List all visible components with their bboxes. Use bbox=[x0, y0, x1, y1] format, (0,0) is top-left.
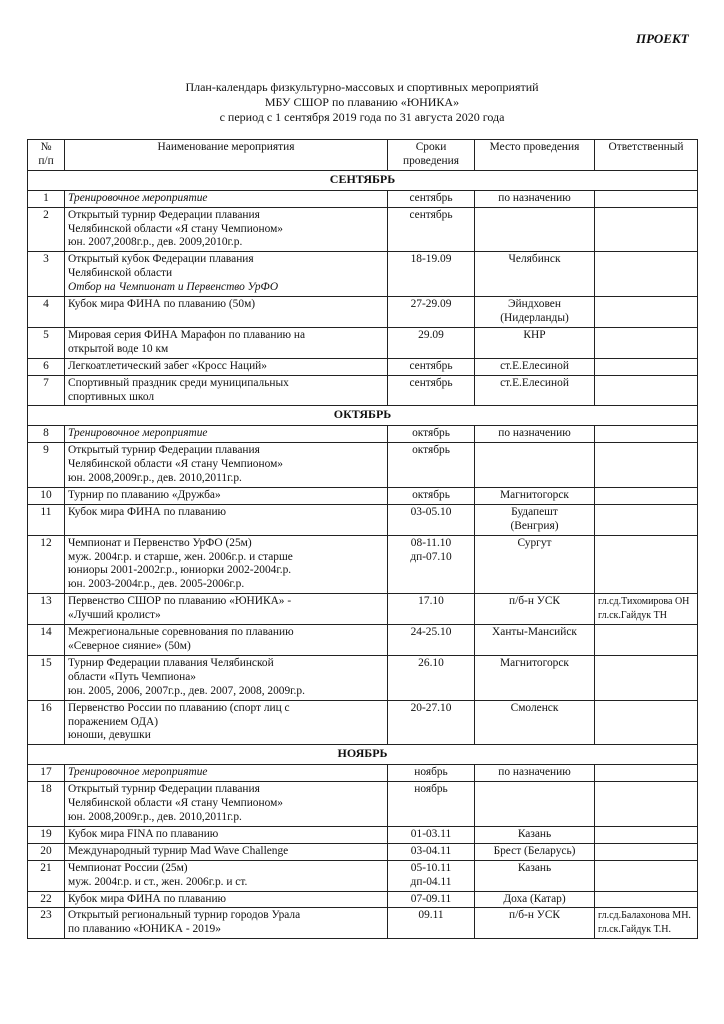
event-dates bbox=[388, 782, 475, 827]
event-place-line: по назначению bbox=[498, 766, 571, 779]
event-place bbox=[475, 782, 595, 827]
event-dates bbox=[388, 860, 475, 891]
event-name-line: по плаванию «ЮНИКА - 2019» bbox=[68, 923, 221, 936]
event-dates bbox=[388, 443, 475, 488]
col-header-place-line: Место проведения bbox=[489, 141, 580, 153]
event-place bbox=[475, 375, 595, 406]
table-row bbox=[28, 860, 698, 891]
table-row bbox=[28, 297, 698, 328]
event-dates-line: ноябрь bbox=[414, 783, 448, 796]
event-name-line: Мировая серия ФИНА Марафон по плаванию на bbox=[68, 328, 306, 341]
event-dates-line: сентябрь bbox=[409, 359, 453, 372]
event-name-line: Открытый турнир Федерации плавания bbox=[68, 208, 260, 221]
event-place-line: Казань bbox=[517, 827, 552, 840]
event-dates-line: дп-04.11 bbox=[410, 875, 452, 888]
event-place bbox=[475, 207, 595, 252]
event-dates bbox=[388, 504, 475, 535]
event-place bbox=[475, 765, 595, 782]
event-dates bbox=[388, 207, 475, 252]
event-responsible bbox=[595, 908, 698, 939]
event-responsible bbox=[595, 207, 698, 252]
event-name bbox=[65, 594, 388, 625]
table-header-row bbox=[28, 140, 698, 171]
event-name bbox=[65, 426, 388, 443]
event-number: 23 bbox=[28, 908, 65, 939]
table-body bbox=[28, 170, 698, 938]
col-header-num-line: п/п bbox=[38, 154, 54, 167]
event-name bbox=[65, 252, 388, 297]
event-name-line: Открытый турнир Федерации плавания bbox=[68, 783, 260, 796]
event-name-line: Международный турнир Mad Wave Challenge bbox=[68, 844, 289, 857]
event-name bbox=[65, 826, 388, 843]
event-place bbox=[475, 891, 595, 908]
event-dates bbox=[388, 655, 475, 700]
event-name-line: Чемпионат России (25м) bbox=[68, 861, 188, 874]
event-dates-line: октябрь bbox=[412, 444, 450, 457]
event-name-line: муж. 2004г.р. и ст., жен. 2006г.р. и ст. bbox=[68, 875, 248, 888]
event-dates-line: 27-29.09 bbox=[410, 298, 452, 311]
event-responsible-line: гл.ск.Гайдук ТН bbox=[598, 610, 667, 622]
event-dates-line: 20-27.10 bbox=[410, 701, 452, 714]
event-name-line: Кубок мира ФИНА по плаванию bbox=[68, 892, 227, 905]
event-responsible bbox=[595, 625, 698, 656]
event-place bbox=[475, 443, 595, 488]
event-name-line: Чемпионат и Первенство УрФО (25м) bbox=[68, 536, 252, 549]
event-place-line: ст.Е.Елесиной bbox=[500, 376, 569, 389]
event-name-line: Челябинской области «Я стану Чемпионом» bbox=[68, 458, 283, 471]
event-dates bbox=[388, 190, 475, 207]
event-place bbox=[475, 426, 595, 443]
event-place-line: Казань bbox=[517, 861, 552, 874]
event-number: 22 bbox=[28, 891, 65, 908]
event-name bbox=[65, 535, 388, 594]
event-name bbox=[65, 297, 388, 328]
event-number: 21 bbox=[28, 860, 65, 891]
col-header-name bbox=[65, 140, 388, 171]
heading-line: с период с 1 сентября 2019 года по 31 августа 2020 года bbox=[219, 110, 505, 124]
event-name-line: юн. 2008,2009г.р., дев. 2010,2011г.р. bbox=[68, 810, 242, 823]
table-row bbox=[28, 504, 698, 535]
month-label: НОЯБРЬ bbox=[28, 745, 698, 765]
event-name-line: Легкоатлетический забег «Кросс Наций» bbox=[68, 359, 267, 372]
table-row bbox=[28, 358, 698, 375]
event-dates bbox=[388, 535, 475, 594]
event-place bbox=[475, 594, 595, 625]
table-row bbox=[28, 765, 698, 782]
event-dates-line: 01-03.11 bbox=[410, 827, 452, 840]
event-name-line: юноши, девушки bbox=[68, 729, 151, 742]
event-number: 9 bbox=[28, 443, 65, 488]
event-place-line: п/б-н УСК bbox=[508, 595, 561, 608]
event-name bbox=[65, 765, 388, 782]
event-place bbox=[475, 826, 595, 843]
event-dates bbox=[388, 358, 475, 375]
event-place-line: КНР bbox=[523, 328, 546, 341]
event-name-line: Челябинской области bbox=[68, 267, 173, 280]
event-responsible bbox=[595, 891, 698, 908]
event-dates-line: 08-11.10 bbox=[410, 536, 452, 549]
event-place-line: Магнитогорск bbox=[500, 488, 569, 501]
event-responsible bbox=[595, 843, 698, 860]
table-row bbox=[28, 487, 698, 504]
table-row bbox=[28, 655, 698, 700]
col-header-responsible-line: Ответственный bbox=[608, 141, 684, 153]
event-number: 11 bbox=[28, 504, 65, 535]
event-responsible bbox=[595, 487, 698, 504]
event-responsible-line: гл.сд.Балахонова МН. bbox=[598, 910, 691, 922]
event-number: 7 bbox=[28, 375, 65, 406]
event-responsible bbox=[595, 826, 698, 843]
event-responsible bbox=[595, 782, 698, 827]
table-row bbox=[28, 207, 698, 252]
event-name-line: юн. 2008,2009г.р., дев. 2010,2011г.р. bbox=[68, 472, 242, 485]
table-row bbox=[28, 190, 698, 207]
event-dates-line: 03-04.11 bbox=[410, 844, 452, 857]
month-row bbox=[28, 170, 698, 190]
event-responsible bbox=[595, 252, 698, 297]
event-number: 12 bbox=[28, 535, 65, 594]
event-place bbox=[475, 504, 595, 535]
event-name bbox=[65, 190, 388, 207]
event-place-line: п/б-н УСК bbox=[508, 909, 561, 922]
event-dates bbox=[388, 843, 475, 860]
event-place bbox=[475, 190, 595, 207]
event-name bbox=[65, 655, 388, 700]
event-dates-line: октябрь bbox=[412, 488, 450, 501]
event-place bbox=[475, 843, 595, 860]
event-name-line: Кубок мира ФИНА по плаванию bbox=[68, 505, 227, 518]
event-name-line: Спортивный праздник среди муниципальных bbox=[68, 376, 289, 389]
event-place bbox=[475, 487, 595, 504]
event-dates bbox=[388, 826, 475, 843]
event-responsible bbox=[595, 327, 698, 358]
event-responsible bbox=[595, 860, 698, 891]
event-responsible bbox=[595, 190, 698, 207]
event-dates bbox=[388, 700, 475, 745]
event-name-line: Открытый турнир Федерации плавания bbox=[68, 444, 260, 457]
event-dates-line: 17.10 bbox=[418, 595, 444, 608]
event-number: 13 bbox=[28, 594, 65, 625]
event-responsible bbox=[595, 297, 698, 328]
event-name-line: Отбор на Чемпионат и Первенство УрФО bbox=[68, 281, 279, 294]
event-place bbox=[475, 625, 595, 656]
heading-line: МБУ СШОР по плаванию «ЮНИКА» bbox=[264, 95, 460, 109]
table-row bbox=[28, 891, 698, 908]
event-place-line: Доха (Катар) bbox=[503, 892, 566, 905]
event-name bbox=[65, 908, 388, 939]
event-name-line: «Северное сияние» (50м) bbox=[68, 640, 191, 652]
table-row bbox=[28, 426, 698, 443]
event-name-line: Кубок мира ФИНА по плаванию (50м) bbox=[68, 298, 256, 311]
table-row bbox=[28, 625, 698, 656]
event-place-line: Челябинск bbox=[508, 253, 561, 266]
event-place-line: (Нидерланды) bbox=[500, 311, 569, 324]
event-dates-line: 05-10.11 bbox=[410, 861, 452, 874]
table-row bbox=[28, 252, 698, 297]
event-number: 14 bbox=[28, 625, 65, 656]
month-label: СЕНТЯБРЬ bbox=[28, 170, 698, 190]
event-dates-line: 03-05.10 bbox=[410, 505, 452, 518]
col-header-name-line: Наименование мероприятия bbox=[157, 141, 295, 153]
table-row bbox=[28, 843, 698, 860]
event-name-line: области «Путь Чемпиона» bbox=[68, 670, 196, 683]
col-header-dates bbox=[388, 140, 475, 171]
event-name-line: Межрегиональные соревнования по плаванию bbox=[68, 626, 294, 639]
event-number: 15 bbox=[28, 655, 65, 700]
event-place bbox=[475, 327, 595, 358]
event-responsible bbox=[595, 443, 698, 488]
event-name-line: Челябинской области «Я стану Чемпионом» bbox=[68, 797, 283, 810]
event-dates-line: сентябрь bbox=[409, 208, 453, 221]
event-responsible bbox=[595, 594, 698, 625]
col-header-place bbox=[475, 140, 595, 171]
event-number: 4 bbox=[28, 297, 65, 328]
event-name bbox=[65, 327, 388, 358]
event-name bbox=[65, 207, 388, 252]
event-number: 17 bbox=[28, 765, 65, 782]
col-header-num-line: № bbox=[40, 141, 52, 153]
event-name bbox=[65, 700, 388, 745]
event-name-line: Первенство России по плаванию (спорт лиц с bbox=[68, 701, 290, 714]
heading-line: План-календарь физкультурно-массовых и спортивных мероприятий bbox=[185, 80, 539, 94]
table-row bbox=[28, 826, 698, 843]
event-name-line: Тренировочное мероприятие bbox=[68, 427, 208, 440]
event-name bbox=[65, 782, 388, 827]
event-number: 16 bbox=[28, 700, 65, 745]
event-name-line: Тренировочное мероприятие bbox=[68, 191, 208, 204]
events-calendar-table bbox=[27, 139, 698, 939]
event-dates bbox=[388, 426, 475, 443]
event-responsible bbox=[595, 426, 698, 443]
table-row bbox=[28, 782, 698, 827]
event-number: 3 bbox=[28, 252, 65, 297]
event-dates bbox=[388, 327, 475, 358]
table-row bbox=[28, 594, 698, 625]
event-name-line: поражением ОДА) bbox=[68, 715, 159, 728]
event-dates-line: дп-07.10 bbox=[410, 550, 452, 563]
event-place bbox=[475, 252, 595, 297]
month-row bbox=[28, 406, 698, 426]
event-name-line: муж. 2004г.р. и старше, жен. 2006г.р. и старше bbox=[68, 550, 293, 563]
event-responsible-line: гл.сд.Тихомирова ОН bbox=[598, 596, 690, 608]
col-header-dates-line: проведения bbox=[403, 154, 459, 167]
col-header-num bbox=[28, 140, 65, 171]
event-name bbox=[65, 375, 388, 406]
table-row bbox=[28, 443, 698, 488]
event-number: 2 bbox=[28, 207, 65, 252]
event-place bbox=[475, 908, 595, 939]
event-responsible bbox=[595, 700, 698, 745]
event-dates bbox=[388, 908, 475, 939]
event-place-line: (Венгрия) bbox=[510, 519, 559, 532]
event-responsible-line: гл.ск.Гайдук Т.Н. bbox=[598, 924, 671, 936]
event-name-line: Турнир Федерации плавания Челябинской bbox=[68, 656, 274, 669]
event-name-line: юн. 2005, 2006, 2007г.р., дев. 2007, 2008, 2009г.р. bbox=[68, 684, 305, 697]
event-number: 18 bbox=[28, 782, 65, 827]
event-dates-line: 24-25.10 bbox=[410, 626, 452, 639]
event-dates bbox=[388, 594, 475, 625]
event-dates-line: 09.11 bbox=[418, 909, 444, 922]
month-label: ОКТЯБРЬ bbox=[28, 406, 698, 426]
event-place bbox=[475, 655, 595, 700]
event-number: 8 bbox=[28, 426, 65, 443]
event-name-line: юн. 2003-2004г.р., дев. 2005-2006г.р. bbox=[68, 578, 245, 591]
event-name-line: Первенство СШОР по плаванию «ЮНИКА» - bbox=[68, 595, 292, 608]
col-header-responsible bbox=[595, 140, 698, 171]
event-name bbox=[65, 487, 388, 504]
event-dates-line: октябрь bbox=[412, 427, 450, 440]
event-number: 19 bbox=[28, 826, 65, 843]
event-name bbox=[65, 443, 388, 488]
project-stamp: ПРОЕКТ bbox=[636, 31, 689, 46]
event-responsible bbox=[595, 358, 698, 375]
event-place bbox=[475, 358, 595, 375]
event-dates-line: 18-19.09 bbox=[410, 253, 452, 266]
col-header-dates-line: Сроки bbox=[415, 141, 447, 153]
event-name-line: юн. 2007,2008г.р., дев. 2009,2010г.р. bbox=[68, 236, 243, 249]
event-place bbox=[475, 535, 595, 594]
event-place-line: Будапешт bbox=[511, 505, 558, 518]
table-row bbox=[28, 375, 698, 406]
event-dates-line: ноябрь bbox=[414, 766, 448, 779]
event-name bbox=[65, 625, 388, 656]
event-name-line: Тренировочное мероприятие bbox=[68, 766, 208, 779]
event-name-line: Кубок мира FINA по плаванию bbox=[68, 827, 219, 840]
event-place bbox=[475, 297, 595, 328]
event-responsible bbox=[595, 504, 698, 535]
event-number: 5 bbox=[28, 327, 65, 358]
event-dates bbox=[388, 487, 475, 504]
event-place-line: Брест (Беларусь) bbox=[493, 844, 576, 857]
event-place-line: Эйндховен bbox=[508, 298, 561, 311]
event-name-line: спортивных школ bbox=[68, 390, 155, 403]
table-row bbox=[28, 908, 698, 939]
event-dates bbox=[388, 625, 475, 656]
event-place bbox=[475, 700, 595, 745]
event-place-line: Сургут bbox=[517, 536, 552, 549]
event-dates-line: сентябрь bbox=[409, 376, 453, 389]
event-place-line: по назначению bbox=[498, 427, 571, 440]
event-dates bbox=[388, 765, 475, 782]
event-name bbox=[65, 358, 388, 375]
event-dates bbox=[388, 252, 475, 297]
table-row bbox=[28, 535, 698, 594]
event-name-line: юниоры 2001-2002г.р., юниорки 2002-2004г.р. bbox=[68, 564, 292, 577]
event-name bbox=[65, 860, 388, 891]
event-place-line: Смоленск bbox=[510, 701, 559, 714]
table-row bbox=[28, 700, 698, 745]
event-dates-line: 29.09 bbox=[418, 328, 444, 341]
event-place-line: ст.Е.Елесиной bbox=[500, 359, 569, 372]
event-place-line: Ханты-Мансийск bbox=[492, 626, 577, 639]
document-heading bbox=[0, 80, 724, 125]
event-name-line: «Лучший кролист» bbox=[68, 609, 161, 622]
event-name-line: открытой воде 10 км bbox=[68, 342, 169, 355]
event-dates-line: 26.10 bbox=[418, 656, 444, 669]
event-responsible bbox=[595, 535, 698, 594]
event-name-line: Открытый кубок Федерации плавания bbox=[68, 253, 254, 266]
event-responsible bbox=[595, 655, 698, 700]
event-name-line: Открытый региональный турнир городов Урала bbox=[68, 909, 301, 922]
event-responsible bbox=[595, 375, 698, 406]
event-dates-line: сентябрь bbox=[409, 191, 453, 204]
event-name-line: Челябинской области «Я стану Чемпионом» bbox=[68, 222, 283, 235]
event-number: 1 bbox=[28, 190, 65, 207]
event-place-line: Магнитогорск bbox=[500, 656, 569, 669]
event-number: 20 bbox=[28, 843, 65, 860]
event-dates bbox=[388, 891, 475, 908]
event-name bbox=[65, 891, 388, 908]
event-name bbox=[65, 843, 388, 860]
event-number: 6 bbox=[28, 358, 65, 375]
event-place-line: по назначению bbox=[498, 191, 571, 204]
event-number: 10 bbox=[28, 487, 65, 504]
event-dates-line: 07-09.11 bbox=[410, 892, 452, 905]
month-row bbox=[28, 745, 698, 765]
event-dates bbox=[388, 375, 475, 406]
event-responsible bbox=[595, 765, 698, 782]
event-name-line: Турнир по плаванию «Дружба» bbox=[68, 488, 221, 501]
event-place bbox=[475, 860, 595, 891]
event-name bbox=[65, 504, 388, 535]
table-row bbox=[28, 327, 698, 358]
event-dates bbox=[388, 297, 475, 328]
